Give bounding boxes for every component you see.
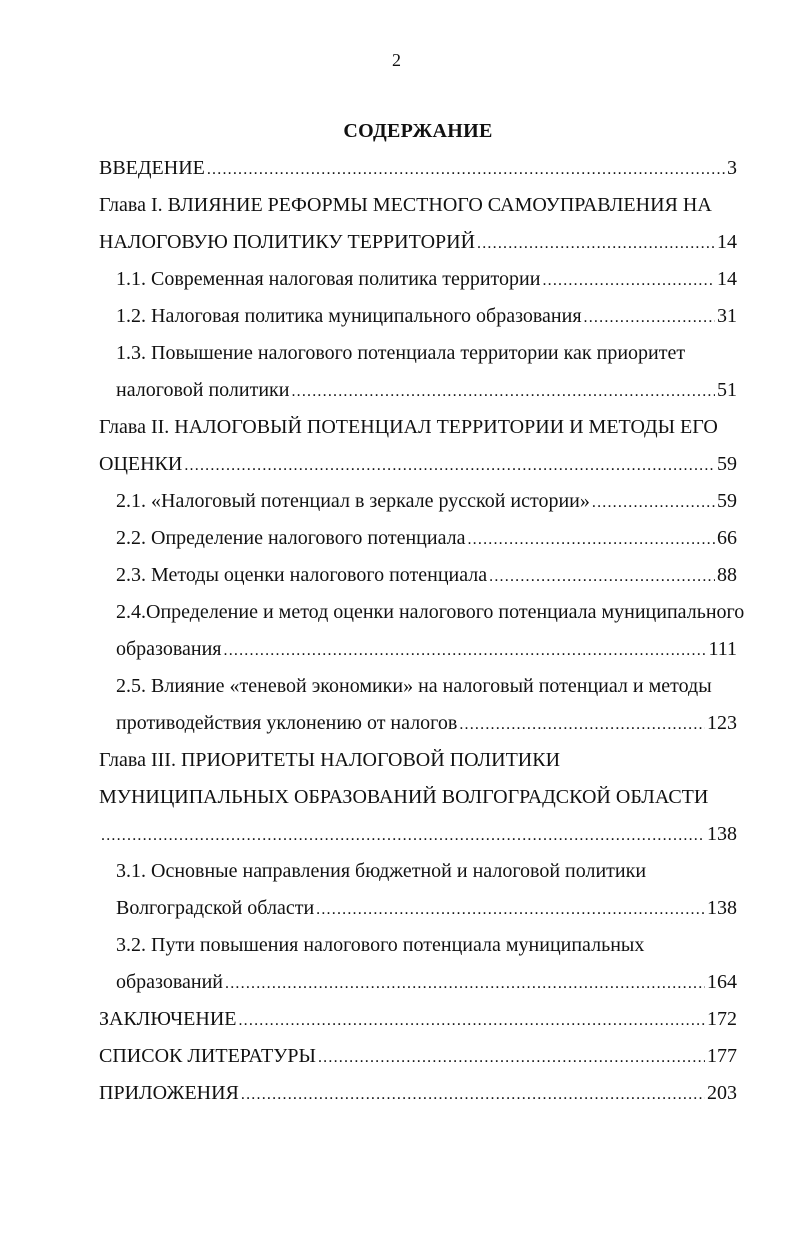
toc-section-1-3: [116, 372, 737, 408]
toc-entry-text: Волгоградской области: [116, 897, 315, 919]
toc-entry-page: 138: [707, 897, 737, 919]
toc-leader-dots: [291, 374, 715, 410]
toc-leader-dots: [101, 818, 705, 854]
page-number: 2: [392, 50, 401, 70]
toc-entry-text: образований: [116, 971, 224, 993]
toc-section-1-1: [116, 261, 737, 297]
toc-entry-text: НАЛОГОВУЮ ПОЛИТИКУ ТЕРРИТОРИЙ: [99, 231, 476, 253]
toc-entry-text: 2.1. «Налоговый потенциал в зеркале русской истории»: [116, 490, 590, 512]
toc-leader-dots: [592, 485, 715, 521]
toc-entry-text: образования: [116, 638, 222, 660]
toc-section-2-5: [116, 705, 737, 741]
toc-entry-text: 2.3. Методы оценки налогового потенциала: [116, 564, 488, 586]
toc-entry-page: 3: [727, 157, 737, 179]
toc-section-2-1: [116, 483, 737, 519]
toc-section-1-3-title: 1.3. Повышение налогового потенциала территории как приоритет: [116, 342, 686, 364]
toc-entry-page: 31: [717, 305, 737, 327]
toc-entry-page: 88: [717, 564, 737, 586]
toc-section-2-4-title: 2.4.Определение и метод оценки налогового потенциала муниципального: [116, 601, 745, 623]
toc-chapter-1-entry: [99, 224, 737, 260]
toc-entry-page: 14: [717, 268, 737, 290]
toc-chapter-2-entry: [99, 446, 737, 482]
toc-title: СОДЕРЖАНИЕ: [343, 120, 493, 142]
toc-entry-text: ПРИЛОЖЕНИЯ: [99, 1082, 239, 1104]
toc-leader-dots: [316, 892, 705, 928]
toc-entry-page: 51: [717, 379, 737, 401]
toc-leader-dots: [489, 559, 715, 595]
toc-section-3-1-title: 3.1. Основные направления бюджетной и налоговой политики: [116, 860, 647, 882]
toc-section-3-1: [116, 890, 737, 926]
toc-entry-page: 59: [717, 453, 737, 475]
toc-entry-text: ОЦЕНКИ: [99, 453, 183, 475]
toc-leader-dots: [238, 1003, 705, 1039]
toc-leader-dots: [467, 522, 715, 558]
toc-leader-dots: [477, 226, 715, 262]
toc-leader-dots: [224, 633, 707, 669]
toc-entry-page: 123: [707, 712, 737, 734]
toc-section-1-2: [116, 298, 737, 334]
toc-chapter-2-title: Глава II. НАЛОГОВЫЙ ПОТЕНЦИАЛ ТЕРРИТОРИИ И МЕТОДЫ ЕГО: [99, 416, 718, 438]
toc-leader-dots: [459, 707, 705, 743]
toc-entry-text: налоговой политики: [116, 379, 290, 401]
toc-entry-text: ЗАКЛЮЧЕНИЕ: [99, 1008, 237, 1030]
toc-leader-dots: [584, 300, 715, 336]
toc-leader-dots: [542, 263, 715, 299]
toc-leader-dots: [225, 966, 705, 1002]
toc-section-3-2-title: 3.2. Пути повышения налогового потенциала муниципальных: [116, 934, 645, 956]
toc-entry-conclusion: [99, 1001, 737, 1037]
toc-entry-intro: [99, 150, 737, 186]
toc-entry-text: СПИСОК ЛИТЕРАТУРЫ: [99, 1045, 316, 1067]
toc-section-2-3: [116, 557, 737, 593]
toc-section-2-4: [116, 631, 737, 667]
toc-entry-appendices: [99, 1075, 737, 1111]
toc-entry-page: 66: [717, 527, 737, 549]
toc-leader-dots: [184, 448, 715, 484]
toc-section-3-2: [116, 964, 737, 1000]
toc-leader-dots: [207, 152, 725, 188]
toc-entry-page: 59: [717, 490, 737, 512]
toc-entry-text: 2.2. Определение налогового потенциала: [116, 527, 466, 549]
toc-leader-dots: [318, 1040, 705, 1076]
toc-entry-text: 1.1. Современная налоговая политика территории: [116, 268, 541, 290]
toc-section-2-2: [116, 520, 737, 556]
toc-entry-text: 1.2. Налоговая политика муниципального образования: [116, 305, 582, 327]
toc-entry-references: [99, 1038, 737, 1074]
toc-leader-dots: [241, 1077, 705, 1113]
toc-chapter-3-entry: [99, 816, 737, 852]
toc-entry-page: 203: [707, 1082, 737, 1104]
toc-entry-text: противодействия уклонению от налогов: [116, 712, 458, 734]
toc-entry-page: 138: [707, 823, 737, 845]
toc-entry-page: 177: [707, 1045, 737, 1067]
toc-entry-page: 111: [708, 638, 737, 660]
toc-chapter-3-title-line2: МУНИЦИПАЛЬНЫХ ОБРАЗОВАНИЙ ВОЛГОГРАДСКОЙ ОБЛАСТИ: [99, 786, 709, 808]
toc-entry-page: 164: [707, 971, 737, 993]
toc-chapter-1-title: Глава I. ВЛИЯНИЕ РЕФОРМЫ МЕСТНОГО САМОУПРАВЛЕНИЯ НА: [99, 194, 712, 216]
toc-entry-page: 14: [717, 231, 737, 253]
toc-chapter-3-title: Глава III. ПРИОРИТЕТЫ НАЛОГОВОЙ ПОЛИТИКИ: [99, 749, 561, 771]
toc-entry-text: ВВЕДЕНИЕ: [99, 157, 205, 179]
toc-entry-page: 172: [707, 1008, 737, 1030]
toc-section-2-5-title: 2.5. Влияние «теневой экономики» на налоговый потенциал и методы: [116, 675, 712, 697]
